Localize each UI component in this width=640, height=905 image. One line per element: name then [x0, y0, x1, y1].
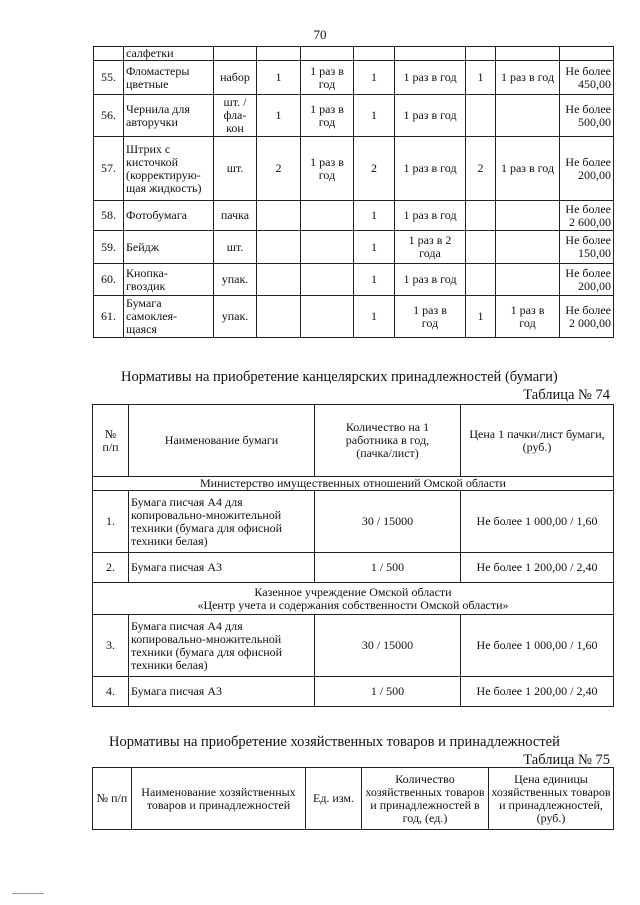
quantity-2: 1	[354, 61, 395, 95]
item-unit: шт. / фла- кон	[214, 95, 257, 137]
table-row	[94, 296, 614, 338]
quantity-1	[257, 231, 301, 264]
paper-name: Бумага писчая А3	[129, 553, 315, 583]
period-2: 1 раз в 2 года	[395, 231, 466, 264]
table74-number: Таблица № 74	[523, 387, 610, 403]
period-2: 1 раз в год	[395, 61, 466, 95]
row-number	[94, 47, 124, 61]
table-row	[94, 47, 614, 61]
period-3	[496, 47, 560, 61]
header-goods-name: Наименование хозяйственных товаров и принадлежностей	[132, 768, 306, 830]
quantity: 30 / 15000	[315, 491, 461, 553]
section75-title: Нормативы на приобретение хозяйственных товаров и принадлежностей	[109, 734, 560, 750]
item-name: Бейдж	[124, 231, 214, 264]
period-1	[301, 264, 354, 296]
period-3	[496, 264, 560, 296]
quantity-3	[466, 264, 496, 296]
item-unit: упак.	[214, 264, 257, 296]
table75-number: Таблица № 75	[523, 752, 610, 768]
table-row	[94, 95, 614, 137]
price: Не более 1 000,00 / 1,60	[461, 615, 614, 677]
max-price: Не более 150,00	[560, 231, 614, 264]
header-quantity: Количество хозяйственных товаров и принадлежностей в год, (ед.)	[362, 768, 489, 830]
row-number: 3.	[93, 615, 129, 677]
item-name: Чернила для авторучки	[124, 95, 214, 137]
row-number: 56.	[94, 95, 124, 137]
item-name: Фломастеры цветные	[124, 61, 214, 95]
quantity-3	[466, 231, 496, 264]
period-2: 1 раз в год	[395, 95, 466, 137]
row-number: 60.	[94, 264, 124, 296]
item-name: Фотобумага	[124, 201, 214, 231]
quantity-3	[466, 95, 496, 137]
quantity-1	[257, 47, 301, 61]
item-unit: шт.	[214, 231, 257, 264]
table-row	[94, 264, 614, 296]
period-3: 1 раз в год	[496, 137, 560, 201]
table-row	[94, 61, 614, 95]
table-row	[93, 615, 614, 677]
item-unit: набор	[214, 61, 257, 95]
row-number: 57.	[94, 137, 124, 201]
period-3	[496, 231, 560, 264]
quantity-1	[257, 201, 301, 231]
header-price: Цена 1 пачки/лист бумаги, (руб.)	[461, 405, 614, 477]
quantity-3: 2	[466, 137, 496, 201]
table-row	[93, 677, 614, 707]
period-2: 1 раз в год	[395, 296, 466, 338]
group-institution: Казенное учреждение Омской области «Центр учета и содержания собственности Омской области»	[93, 583, 614, 615]
header-num: № п/п	[93, 768, 132, 830]
quantity-1	[257, 296, 301, 338]
group-ministry: Министерство имущественных отношений Омской области	[93, 477, 614, 491]
quantity: 1 / 500	[315, 553, 461, 583]
period-2: 1 раз в год	[395, 201, 466, 231]
quantity-2	[354, 47, 395, 61]
quantity-1: 2	[257, 137, 301, 201]
stationery-table-continuation	[93, 46, 614, 338]
max-price: Не более 450,00	[560, 61, 614, 95]
paper-name: Бумага писчая А4 для копировально-множительной техники (бумага для офисной техники белая)	[129, 491, 315, 553]
max-price: Не более 2 600,00	[560, 201, 614, 231]
paper-name: Бумага писчая А3	[129, 677, 315, 707]
quantity-3	[466, 201, 496, 231]
page-number: 70	[313, 27, 327, 42]
header-paper-name: Наименование бумаги	[129, 405, 315, 477]
footnote-rule	[12, 893, 44, 894]
row-number: 59.	[94, 231, 124, 264]
row-number: 4.	[93, 677, 129, 707]
paper-name: Бумага писчая А4 для копировально-множительной техники (бумага для офисной техники белая)	[129, 615, 315, 677]
quantity: 30 / 15000	[315, 615, 461, 677]
quantity-2: 1	[354, 95, 395, 137]
row-number: 61.	[94, 296, 124, 338]
period-1: 1 раз в год	[301, 95, 354, 137]
table-row	[93, 553, 614, 583]
row-number: 55.	[94, 61, 124, 95]
row-number: 2.	[93, 553, 129, 583]
period-2: 1 раз в год	[395, 264, 466, 296]
quantity-2: 2	[354, 137, 395, 201]
period-3	[496, 95, 560, 137]
table-row	[93, 491, 614, 553]
household-goods-table	[92, 767, 614, 830]
price: Не более 1 200,00 / 2,40	[461, 677, 614, 707]
max-price: Не более 200,00	[560, 264, 614, 296]
item-name: Бумага самоклея- щаяся	[124, 296, 214, 338]
period-3: 1 раз в год	[496, 296, 560, 338]
table-row	[94, 231, 614, 264]
quantity: 1 / 500	[315, 677, 461, 707]
header-price: Цена единицы хозяйственных товаров и принадлежностей, (руб.)	[489, 768, 614, 830]
max-price: Не более 200,00	[560, 137, 614, 201]
quantity-1	[257, 264, 301, 296]
quantity-1: 1	[257, 61, 301, 95]
table-row	[94, 201, 614, 231]
period-3	[496, 201, 560, 231]
quantity-2: 1	[354, 231, 395, 264]
row-number: 58.	[94, 201, 124, 231]
quantity-2: 1	[354, 264, 395, 296]
item-unit: пачка	[214, 201, 257, 231]
header-unit: Ед. изм.	[306, 768, 362, 830]
quantity-3	[466, 47, 496, 61]
paper-norms-table	[92, 404, 614, 707]
quantity-1: 1	[257, 95, 301, 137]
item-name: Кнопка- гвоздик	[124, 264, 214, 296]
item-name: салфетки	[124, 47, 214, 61]
period-2	[395, 47, 466, 61]
max-price: Не более 500,00	[560, 95, 614, 137]
max-price: Не более 2 000,00	[560, 296, 614, 338]
section74-title: Нормативы на приобретение канцелярских принадлежностей (бумаги)	[121, 369, 558, 385]
price: Не более 1 000,00 / 1,60	[461, 491, 614, 553]
period-1: 1 раз в год	[301, 61, 354, 95]
quantity-3: 1	[466, 61, 496, 95]
period-1	[301, 296, 354, 338]
item-unit	[214, 47, 257, 61]
item-name: Штрих с кисточкой (корректирую- щая жидкость)	[124, 137, 214, 201]
period-3: 1 раз в год	[496, 61, 560, 95]
period-1: 1 раз в год	[301, 137, 354, 201]
period-1	[301, 231, 354, 264]
header-quantity: Количество на 1 работника в год, (пачка/лист)	[315, 405, 461, 477]
max-price	[560, 47, 614, 61]
item-unit: упак.	[214, 296, 257, 338]
row-number: 1.	[93, 491, 129, 553]
table-row	[94, 137, 614, 201]
quantity-2: 1	[354, 296, 395, 338]
period-1	[301, 47, 354, 61]
period-1	[301, 201, 354, 231]
header-num: № п/п	[93, 405, 129, 477]
quantity-3: 1	[466, 296, 496, 338]
price: Не более 1 200,00 / 2,40	[461, 553, 614, 583]
item-unit: шт.	[214, 137, 257, 201]
quantity-2: 1	[354, 201, 395, 231]
period-2: 1 раз в год	[395, 137, 466, 201]
